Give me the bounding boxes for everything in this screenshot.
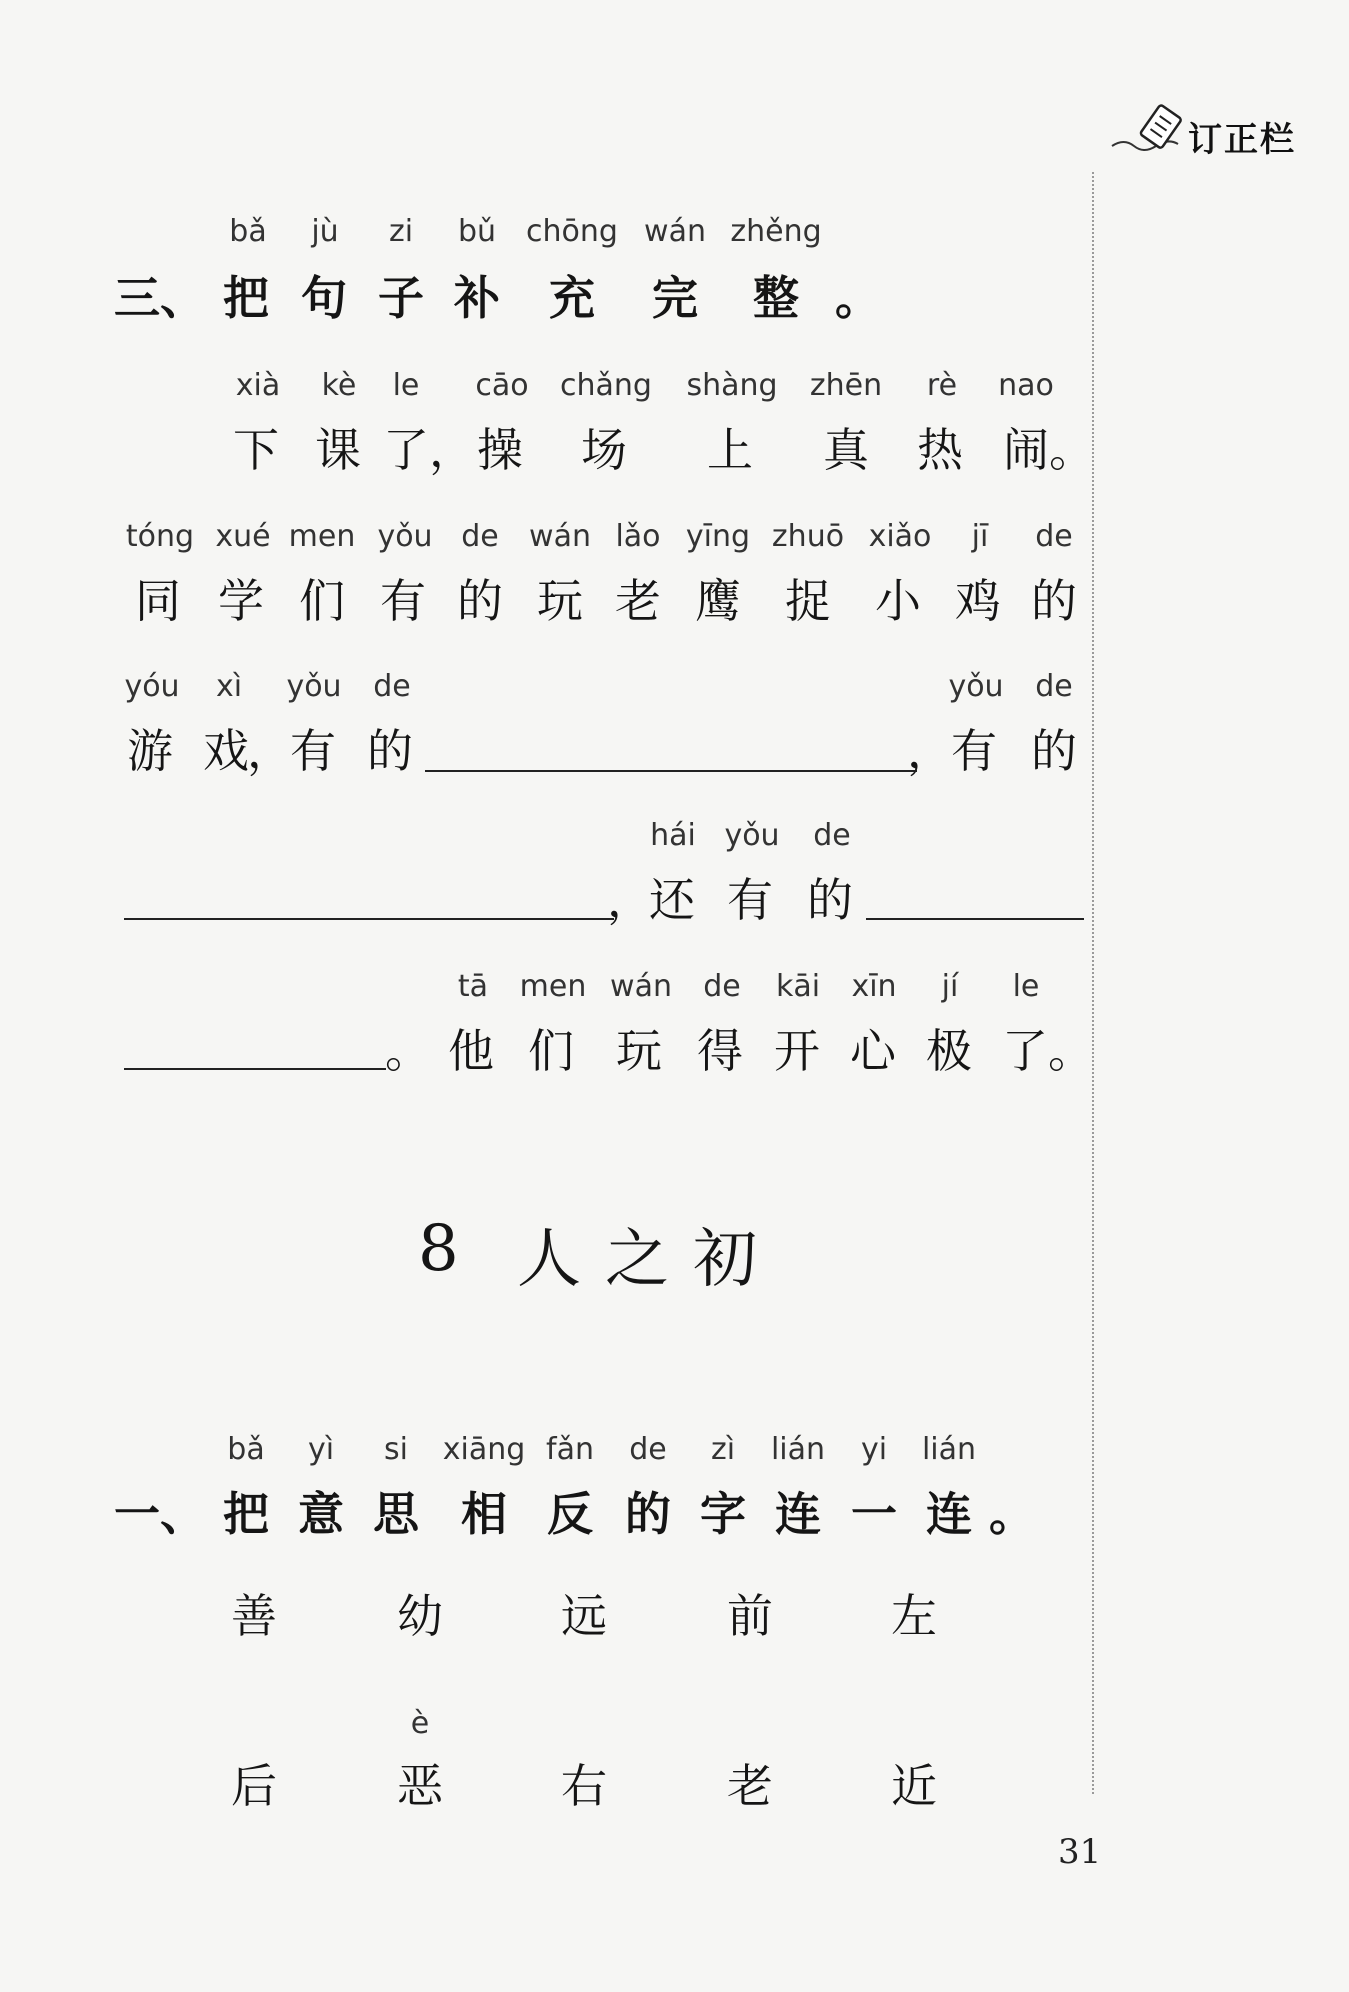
- match-item[interactable]: 右: [561, 1759, 607, 1813]
- section-number: 一、: [114, 1487, 206, 1541]
- lesson-number: 8: [418, 1212, 459, 1286]
- match-item[interactable]: 善: [231, 1589, 277, 1643]
- correction-column-header: [1110, 102, 1349, 162]
- section-number: 三、: [114, 271, 206, 325]
- page-number: 31: [1058, 1832, 1102, 1872]
- match-item[interactable]: 老: [727, 1759, 773, 1813]
- answer-blank-2[interactable]: [124, 918, 614, 920]
- pencil-eraser-icon: [1110, 102, 1190, 162]
- answer-blank-4[interactable]: [124, 1068, 386, 1070]
- lesson-title: 人之初: [517, 1223, 781, 1297]
- match-item[interactable]: 前: [727, 1589, 773, 1643]
- answer-blank-1[interactable]: [425, 770, 917, 772]
- match-item[interactable]: 恶: [397, 1759, 443, 1813]
- match-item[interactable]: 幼: [397, 1589, 443, 1643]
- match-item[interactable]: 左: [891, 1589, 937, 1643]
- match-item[interactable]: 远: [561, 1589, 607, 1643]
- correction-column-label: 订正栏: [1188, 120, 1296, 160]
- match-item[interactable]: 后: [231, 1759, 277, 1813]
- workbook-page: 订正栏 bǎ jù zi bǔ chōng wán zhěng 三、 把 句 子 补 充 完 整 。 xià kè le cāo chǎng shàng zhēn rè nao 下 课 了 ， 操 场 上 真 热 闹 。 tóng xué men yǒu de wán lǎo yīng zhuō xiǎo jī de 同 学 们 有 的 玩 老 鹰 捉 小 鸡 的 yóu xì yǒu de yǒu de 游 戏 ， 有 的 ， 有 的 hái yǒu de ， 还 有 的 tā men wán de kāi xīn jí le 。 他 们 玩 得 开 心 极 了 。 8 人之初 bǎ yì si xiāng fǎn de zì lián yi lián 一、 把 意 思 相 反 的 字 连 一 连 。 善 幼 远 前 左 è 后 恶 右 老 近 31: [0, 0, 1349, 1992]
- match-item[interactable]: 近: [891, 1759, 937, 1813]
- answer-blank-3[interactable]: [866, 918, 1084, 920]
